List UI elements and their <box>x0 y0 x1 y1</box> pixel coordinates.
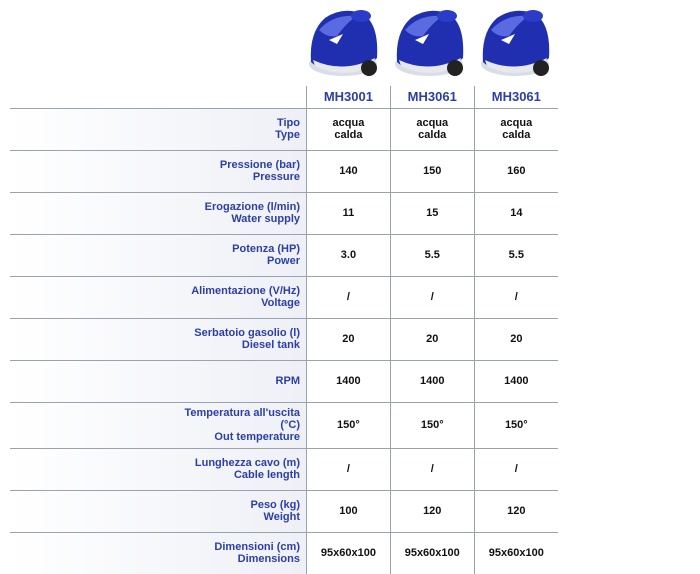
row-label <box>10 490 307 532</box>
row-label <box>10 360 307 402</box>
label-en: Diesel tank <box>241 339 300 351</box>
table-row <box>10 234 558 276</box>
cell-value: 1400 <box>390 360 474 402</box>
cell-value: / <box>307 276 391 318</box>
cell-value: 95x60x100 <box>474 532 558 574</box>
cell-value: 11 <box>307 192 391 234</box>
row-label <box>10 192 307 234</box>
cell-value: 160 <box>474 150 558 192</box>
row-label <box>10 150 307 192</box>
label-it: Potenza (HP) <box>232 243 300 255</box>
cell-value: 140 <box>307 150 391 192</box>
model-name: MH3061 <box>474 86 558 108</box>
product-images <box>300 0 558 90</box>
table-row <box>10 276 558 318</box>
cell-value: 120 <box>474 490 558 532</box>
label-en: Cable length <box>233 469 300 481</box>
label-en: Dimensions <box>237 553 300 566</box>
cell-value: / <box>474 276 558 318</box>
row-label <box>10 234 307 276</box>
cell-value: 20 <box>390 318 474 360</box>
cell-value: 20 <box>307 318 391 360</box>
row-label <box>10 532 307 574</box>
cell-value: 14 <box>474 192 558 234</box>
cell-value: 150 <box>390 150 474 192</box>
cell-value: / <box>474 448 558 490</box>
label-it: Erogazione (l/min) <box>204 201 300 213</box>
label-en: Water supply <box>231 213 300 225</box>
model-name: MH3001 <box>307 86 391 108</box>
cell-value: 150° <box>474 402 558 448</box>
cell-value: 1400 <box>474 360 558 402</box>
cell-value: 120 <box>390 490 474 532</box>
cell-value: 5.5 <box>390 234 474 276</box>
label-it: Serbatoio gasolio (l) <box>194 327 300 339</box>
table-row <box>10 490 558 532</box>
label-it: Peso (kg) <box>250 499 300 511</box>
label-en: Pressure <box>252 171 300 183</box>
table-row <box>10 192 558 234</box>
table-row <box>10 150 558 192</box>
cell-value: 20 <box>474 318 558 360</box>
label-en: Type <box>275 129 300 141</box>
label-it: Alimentazione (V/Hz) <box>191 285 300 297</box>
label-it: Lunghezza cavo (m) <box>194 457 300 469</box>
cell-value: 95x60x100 <box>390 532 474 574</box>
label-it: Pressione (bar) <box>219 159 300 171</box>
product-image-1 <box>300 0 386 90</box>
label-it: Tipo <box>276 117 300 129</box>
cell-value: / <box>390 448 474 490</box>
cell-value: 1400 <box>307 360 391 402</box>
row-label <box>10 108 307 150</box>
label-en: Weight <box>263 511 300 523</box>
cell-value: acqua calda <box>390 108 474 150</box>
row-label <box>10 402 307 448</box>
table-row <box>10 360 558 402</box>
label-en: Power <box>266 255 300 267</box>
model-name: MH3061 <box>390 86 474 108</box>
cell-value: 15 <box>390 192 474 234</box>
cell-value: / <box>307 448 391 490</box>
cell-value: 150° <box>390 402 474 448</box>
spec-table <box>10 86 558 574</box>
cell-value: 95x60x100 <box>307 532 391 574</box>
cell-value: 3.0 <box>307 234 391 276</box>
cell-value: acqua calda <box>307 108 391 150</box>
cell-value: acqua calda <box>474 108 558 150</box>
cell-value: 150° <box>307 402 391 448</box>
cell-value: / <box>390 276 474 318</box>
product-image-3 <box>472 0 558 90</box>
model-header-row <box>10 86 558 108</box>
table-row <box>10 318 558 360</box>
pressure-washer-icon <box>475 2 555 84</box>
table-row <box>10 108 558 150</box>
pressure-washer-icon <box>389 2 469 84</box>
cell-value: 5.5 <box>474 234 558 276</box>
label-it: Dimensioni (cm) <box>214 541 300 554</box>
pressure-washer-icon <box>303 2 383 84</box>
cell-value: 100 <box>307 490 391 532</box>
label-en: Out temperature <box>214 431 300 443</box>
header-blank <box>10 86 307 108</box>
table-row <box>10 448 558 490</box>
row-label <box>10 448 307 490</box>
table-row <box>10 402 558 448</box>
table-row <box>10 532 558 574</box>
label-en: Voltage <box>261 297 300 309</box>
row-label <box>10 318 307 360</box>
row-label <box>10 276 307 318</box>
label-it: Temperatura all'uscita (°C) <box>184 407 300 431</box>
product-image-2 <box>386 0 472 90</box>
label-en: RPM <box>275 375 300 387</box>
